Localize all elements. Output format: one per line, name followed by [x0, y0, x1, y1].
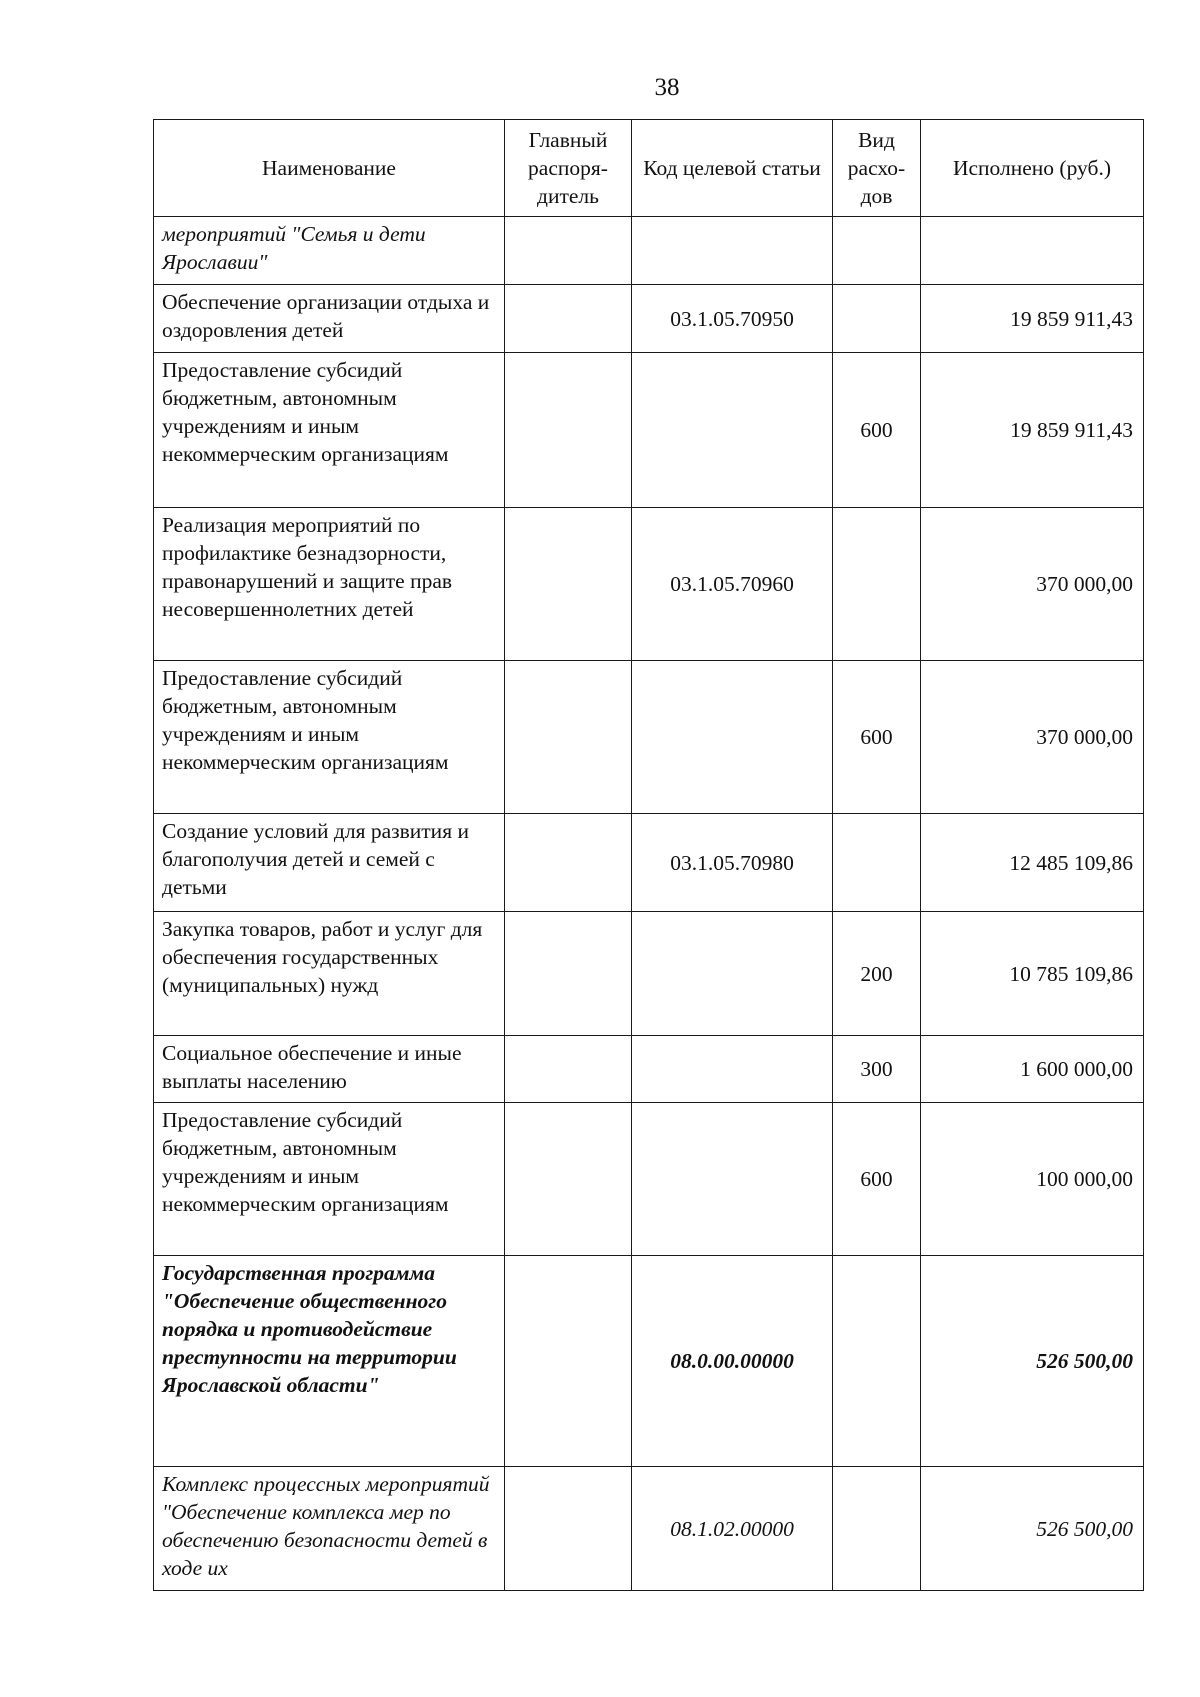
row-target-code	[632, 912, 833, 1036]
row-expense-type: 600	[833, 661, 921, 814]
row-expense-type: 600	[833, 353, 921, 508]
row-expense-type	[833, 1467, 921, 1591]
row-main-manager	[505, 912, 632, 1036]
table-row	[154, 1036, 1144, 1103]
header-expense-type: Вид расхо-дов	[833, 120, 921, 217]
table-row	[154, 912, 1144, 1036]
table-row	[154, 217, 1144, 285]
row-target-code	[632, 353, 833, 508]
row-executed: 526 500,00	[921, 1467, 1144, 1591]
row-expense-type	[833, 508, 921, 661]
row-main-manager	[505, 661, 632, 814]
table-row	[154, 1467, 1144, 1591]
row-main-manager	[505, 285, 632, 353]
row-main-manager	[505, 508, 632, 661]
row-executed: 100 000,00	[921, 1103, 1144, 1256]
row-executed: 526 500,00	[921, 1256, 1144, 1467]
row-name: Государственная программа "Обеспечение общественного порядка и противодействие преступности на территории Ярославской области"	[154, 1256, 505, 1467]
table-row	[154, 1103, 1144, 1256]
row-name: Комплекс процессных мероприятий "Обеспечение комплекса мер по обеспечению безопасности детей в ходе их	[154, 1467, 505, 1591]
row-main-manager	[505, 1036, 632, 1103]
header-name: Наименование	[154, 120, 505, 217]
row-executed: 19 859 911,43	[921, 285, 1144, 353]
row-executed: 19 859 911,43	[921, 353, 1144, 508]
row-main-manager	[505, 353, 632, 508]
table-header-row	[154, 120, 1144, 217]
row-target-code: 08.0.00.00000	[632, 1256, 833, 1467]
row-expense-type: 600	[833, 1103, 921, 1256]
header-main-manager: Главный распоря-дитель	[505, 120, 632, 217]
page-number: 38	[654, 74, 680, 101]
row-name: Предоставление субсидий бюджетным, автономным учреждениям и иным некоммерческим организациям	[154, 661, 505, 814]
row-target-code: 03.1.05.70950	[632, 285, 833, 353]
row-target-code	[632, 217, 833, 285]
row-executed	[921, 217, 1144, 285]
row-main-manager	[505, 1467, 632, 1591]
row-main-manager	[505, 217, 632, 285]
row-name: мероприятий "Семья и дети Ярославии"	[154, 217, 505, 285]
row-main-manager	[505, 814, 632, 912]
row-target-code: 03.1.05.70980	[632, 814, 833, 912]
row-main-manager	[505, 1256, 632, 1467]
row-expense-type	[833, 285, 921, 353]
row-expense-type	[833, 1256, 921, 1467]
row-executed: 1 600 000,00	[921, 1036, 1144, 1103]
row-expense-type	[833, 217, 921, 285]
row-name: Социальное обеспечение и иные выплаты населению	[154, 1036, 505, 1103]
row-name: Предоставление субсидий бюджетным, автономным учреждениям и иным некоммерческим организациям	[154, 353, 505, 508]
row-executed: 370 000,00	[921, 508, 1144, 661]
table-row	[154, 661, 1144, 814]
row-main-manager	[505, 1103, 632, 1256]
row-expense-type: 300	[833, 1036, 921, 1103]
table-row	[154, 814, 1144, 912]
header-target-code: Код целевой статьи	[632, 120, 833, 217]
row-target-code	[632, 1103, 833, 1256]
header-executed: Исполнено (руб.)	[921, 120, 1144, 217]
row-target-code	[632, 1036, 833, 1103]
row-executed: 370 000,00	[921, 661, 1144, 814]
row-target-code: 03.1.05.70960	[632, 508, 833, 661]
row-executed: 10 785 109,86	[921, 912, 1144, 1036]
row-name: Предоставление субсидий бюджетным, автономным учреждениям и иным некоммерческим организациям	[154, 1103, 505, 1256]
row-target-code: 08.1.02.00000	[632, 1467, 833, 1591]
row-expense-type: 200	[833, 912, 921, 1036]
row-name: Создание условий для развития и благополучия детей и семей с детьми	[154, 814, 505, 912]
row-expense-type	[833, 814, 921, 912]
table-row	[154, 508, 1144, 661]
row-name: Обеспечение организации отдыха и оздоровления детей	[154, 285, 505, 353]
table-row	[154, 353, 1144, 508]
table-row	[154, 1256, 1144, 1467]
budget-execution-table	[153, 119, 1144, 1591]
row-name: Закупка товаров, работ и услуг для обеспечения государственных (муниципальных) нужд	[154, 912, 505, 1036]
table-row	[154, 285, 1144, 353]
row-target-code	[632, 661, 833, 814]
row-name: Реализация мероприятий по профилактике безнадзорности, правонарушений и защите прав несовершеннолетних детей	[154, 508, 505, 661]
row-executed: 12 485 109,86	[921, 814, 1144, 912]
